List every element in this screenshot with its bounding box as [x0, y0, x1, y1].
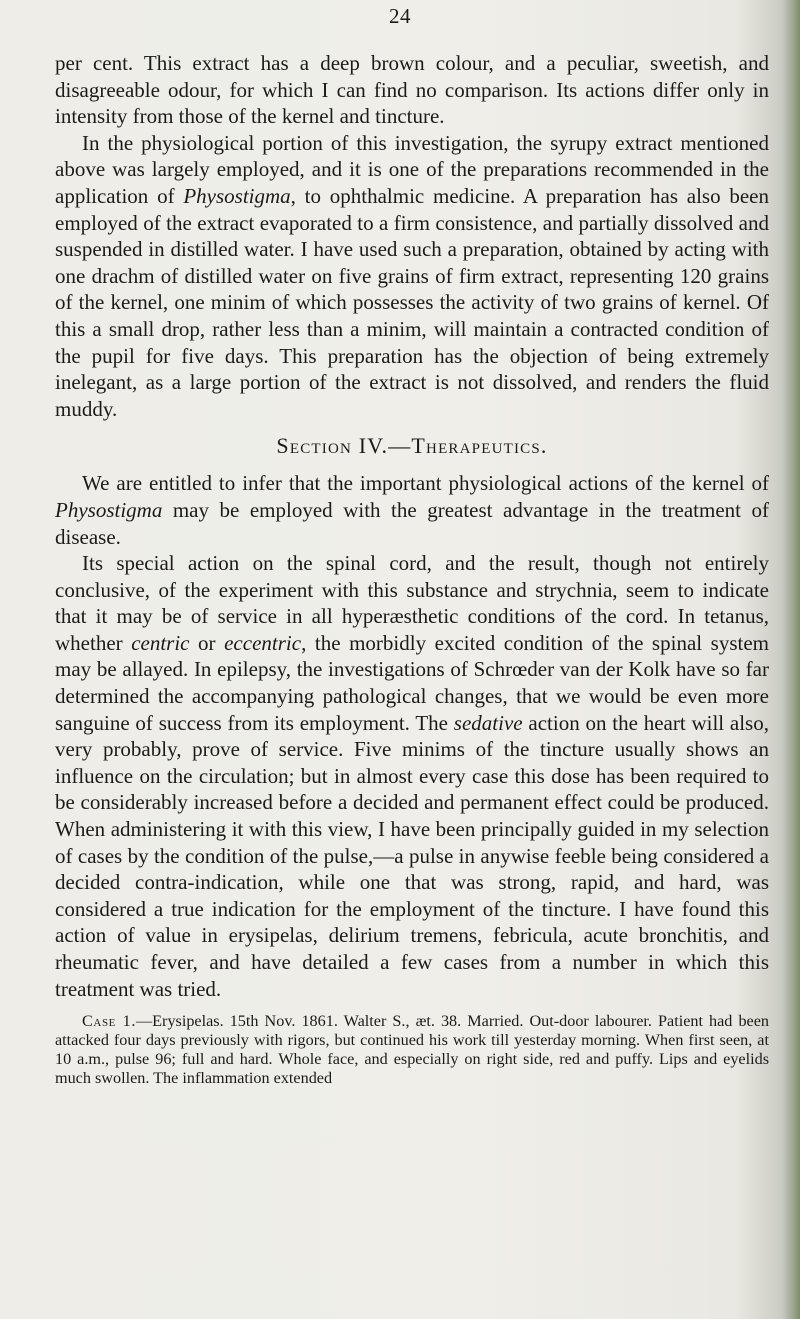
case-report	[55, 1012, 769, 1087]
italic-term: Physostigma	[183, 183, 291, 208]
page-edge-shadow	[782, 0, 800, 1319]
text-run: may be employed with the greatest advantage in the treatment of disease.	[55, 497, 769, 549]
text-run: action on the heart will also, very probably, prove of service. Five minims of the tincture usually shows an influence on the circulation; but in almost every case this dose has been required to be considerably increased before a decided and permanent effect could be produced. When administering it with this view, I have been principally guided in my selection of cases by the condition of the pulse,—a pulse in anywise feeble being considered a decided contra-indication, while one that was strong, rapid, and hard, was considered a true indication for the employment of the tincture. I have found this action of value in erysipelas, delirium tremens, febricula, acute bronchitis, and rheumatic fever, and have detailed a few cases from a number in which this treatment was tried.	[55, 710, 769, 1001]
italic-term: sedative	[453, 710, 523, 735]
text-run: or	[189, 630, 225, 655]
paragraph-physiological-preparations	[55, 130, 769, 423]
case-label: Case 1.	[82, 1012, 136, 1031]
text-run: , to ophthalmic medicine. A preparation has also been employed of the extract evaporated to a firm consistence, and partially dissolved and suspended in distilled water. I have used such a preparation, obtained by acting with one drachm of distilled water on five grains of firm extract, representing 120 grains of the kernel, one minim of which possesses the activity of two grains of kernel. Of this a small drop, rather less than a minim, will maintain a contracted condition of the pupil for five days. This preparation has the objection of being extremely inelegant, as a large portion of the extract is not dissolved, and renders the fluid muddy.	[55, 183, 769, 421]
italic-term: eccentric	[224, 630, 302, 655]
text-run: , the morbidly excited condition of the spinal system may be allayed. In epilepsy, the investigations of Schrœder van der Kolk have so far determined the accompanying pathological changes, that we would be even more sanguine of success from its employment. The	[55, 630, 769, 735]
text-run: We are entitled to infer that the important physiological actions of the kernel of	[82, 471, 769, 496]
case-text: —Erysipelas. 15th Nov. 1861. Walter S., æt. 38. Married. Out-door labourer. Patient had been attacked four days previously with rigors, but continued his work till yesterday morning. When first seen, at 10 a.m., pulse 96; full and hard. Whole face, and especially on right side, red and puffy. Lips and eyelids much swollen. The inflammation extended	[55, 1012, 769, 1087]
italic-term: centric	[131, 630, 190, 655]
page-number: 24	[389, 4, 411, 28]
italic-term: Physostigma	[55, 497, 163, 522]
body-text	[55, 50, 769, 1087]
text-run: Its special action on the spinal cord, and the result, though not entirely conclusive, of the experiment with this substance and strychnia, seem to indicate that it may be of service in all hyperæsthetic conditions of the cord. In tetanus, whether	[55, 551, 769, 655]
text-run: In the physiological portion of this investigation, the syrupy extract mentioned above was largely employed, and it is one of the preparations recommended in the application of	[55, 130, 769, 208]
paragraph-spinal-action	[55, 550, 769, 1002]
section-heading: Section IV.—Therapeutics.	[276, 433, 548, 459]
paragraph-therapeutics-intro	[55, 470, 769, 550]
paragraph-continuation: per cent. This extract has a deep brown colour, and a peculiar, sweetish, and disagreeable odour, for which I can find no comparison. Its actions differ only in intensity from those of the kernel and tincture.	[55, 51, 769, 129]
